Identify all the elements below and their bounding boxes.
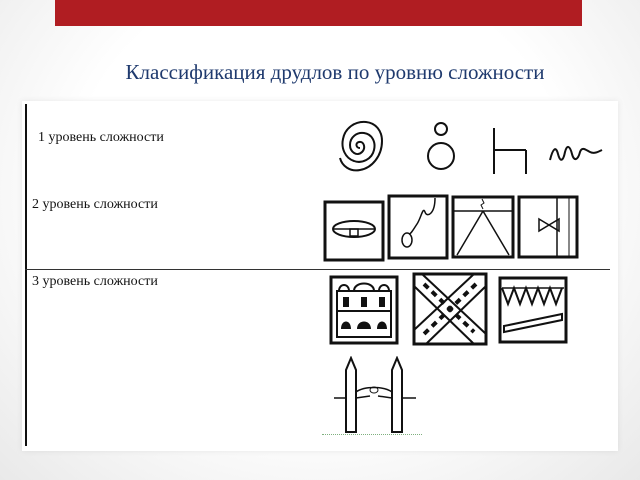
building-box-icon — [329, 275, 399, 345]
snowman-icon — [424, 118, 458, 174]
skis-icon — [332, 356, 418, 434]
bunting-box-icon — [498, 276, 568, 344]
level-1-label: 1 уровень сложности — [38, 130, 164, 145]
triangle-box-icon — [451, 195, 515, 259]
step-line-icon — [488, 126, 536, 176]
squiggle-icon — [548, 140, 604, 166]
crossed-roads-box-icon — [412, 272, 488, 346]
level-2-label: 2 уровень сложности — [32, 197, 158, 212]
lens-box-icon — [323, 200, 385, 262]
bowtie-box-icon — [517, 195, 579, 259]
balloon-box-icon — [387, 194, 449, 260]
level-3-label: 3 уровень сложности — [32, 274, 158, 289]
left-border-line — [25, 104, 27, 446]
spiral-icon — [336, 112, 386, 182]
top-accent-bar — [55, 0, 582, 26]
slide-title: Классификация друдлов по уровню сложности — [125, 60, 545, 84]
row-divider-line — [25, 269, 610, 270]
faint-caption-line — [322, 434, 422, 438]
